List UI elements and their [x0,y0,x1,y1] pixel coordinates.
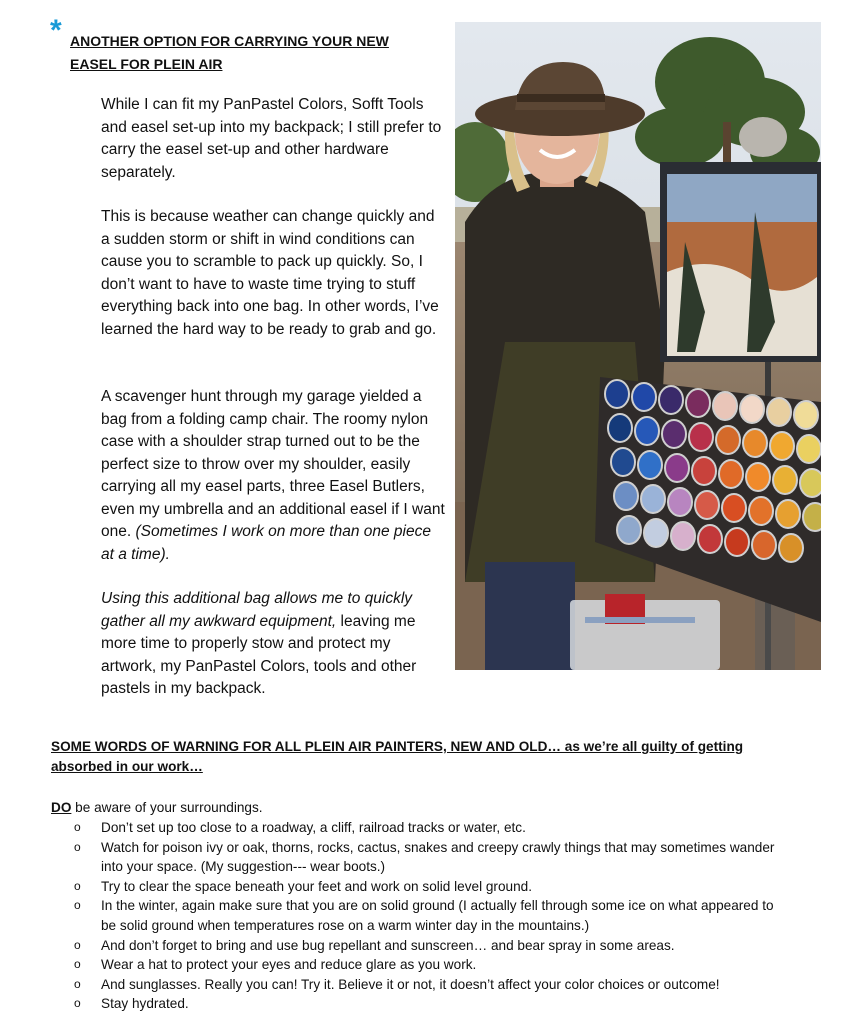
do-line [51,798,263,818]
list-item [72,994,792,1014]
do-text: be aware of your surroundings. [71,800,263,815]
list-item [72,896,792,935]
list-item-text: Wear a hat to protect your eyes and reduce glare as you work. [101,957,477,973]
bullet-icon: o [74,898,81,913]
bullet-icon: o [74,820,81,834]
list-item-text: And don’t forget to bring and use bug repellant and sunscreen… and bear spray in some areas. [101,937,675,953]
paragraph-4 [101,588,446,701]
paragraph-4-main: leaving me more time to properly stow and protect my artwork, my PanPastel Colors, tools and other pastels in my backpack. [101,612,417,697]
paragraph-3-italic: (Sometimes I work on more than one piece at a time). [101,523,431,563]
paragraph-3-main: A scavenger hunt through my garage yielded a bag from a folding camp chair. The roomy nylon case with a shoulder strap turned out to be the perfect size to throw over my shoulder, easily carrying all my easel parts, three Easel Butlers, even my umbrella and an additional easel if I want one. [101,388,445,540]
list-item-text: Try to clear the space beneath your feet and work on solid level ground. [101,878,532,894]
do-label: DO [51,800,72,815]
asterisk-marker: * [50,14,62,47]
warning-heading: SOME WORDS OF WARNING FOR ALL PLEIN AIR PAINTERS, NEW AND OLD… as we’re all guilty of getting absorbed in our work… [51,739,744,774]
paragraph-4-italic: Using this additional bag allows me to quickly gather all my awkward equipment, [101,590,413,630]
list-item [72,955,792,975]
list-item-text: Don’t set up too close to a roadway, a cliff, railroad tracks or water, etc. [101,820,526,835]
bullet-icon: o [74,996,81,1011]
list-item [72,936,792,956]
list-item-text: In the winter, again make sure that you are on solid ground (I actually fell through some ice on what appeared to be solid ground when temperatures rose on a warm winter day in the mountains.) [101,898,774,933]
list-item-text: Stay hydrated. [101,996,189,1012]
list-item-text: Watch for poison ivy or oak, thorns, rocks, cactus, snakes and creepy crawly things that may sometimes wander into your space. (My suggestion--- wear boots.) [101,839,775,875]
bullet-icon: o [74,937,81,952]
section-heading [70,30,430,76]
body-text-column [101,94,446,701]
artist-photo [455,22,821,670]
heading-line-1: ANOTHER OPTION FOR CARRYING YOUR NEW [70,33,389,49]
paragraph-3 [101,386,446,566]
bullet-icon: o [74,839,81,854]
bullet-icon: o [74,878,81,893]
paragraph-1: While I can fit my PanPastel Colors, Sofft Tools and easel set-up into my backpack; I still prefer to carry the easel set-up and other hardware separately. [101,96,442,181]
bullet-icon: o [74,957,81,972]
heading-line-2: EASEL FOR PLEIN AIR [70,56,223,72]
warning-list [72,818,792,1014]
paragraph-2: This is because weather can change quickly and a sudden storm or shift in wind conditions can cause you to scramble to pack up quickly. So, I don’t want to have to waste time trying to stuff everything back into one bag. In other words, I’ve learned the hard way to be ready to grab and go. [101,208,439,338]
list-item [72,975,792,995]
list-item [72,818,792,838]
list-item [72,877,792,897]
list-item-text: And sunglasses. Really you can! Try it. Believe it or not, it doesn’t affect your color choices or outcome! [101,976,720,992]
bullet-icon: o [74,976,81,991]
list-item [72,838,792,877]
